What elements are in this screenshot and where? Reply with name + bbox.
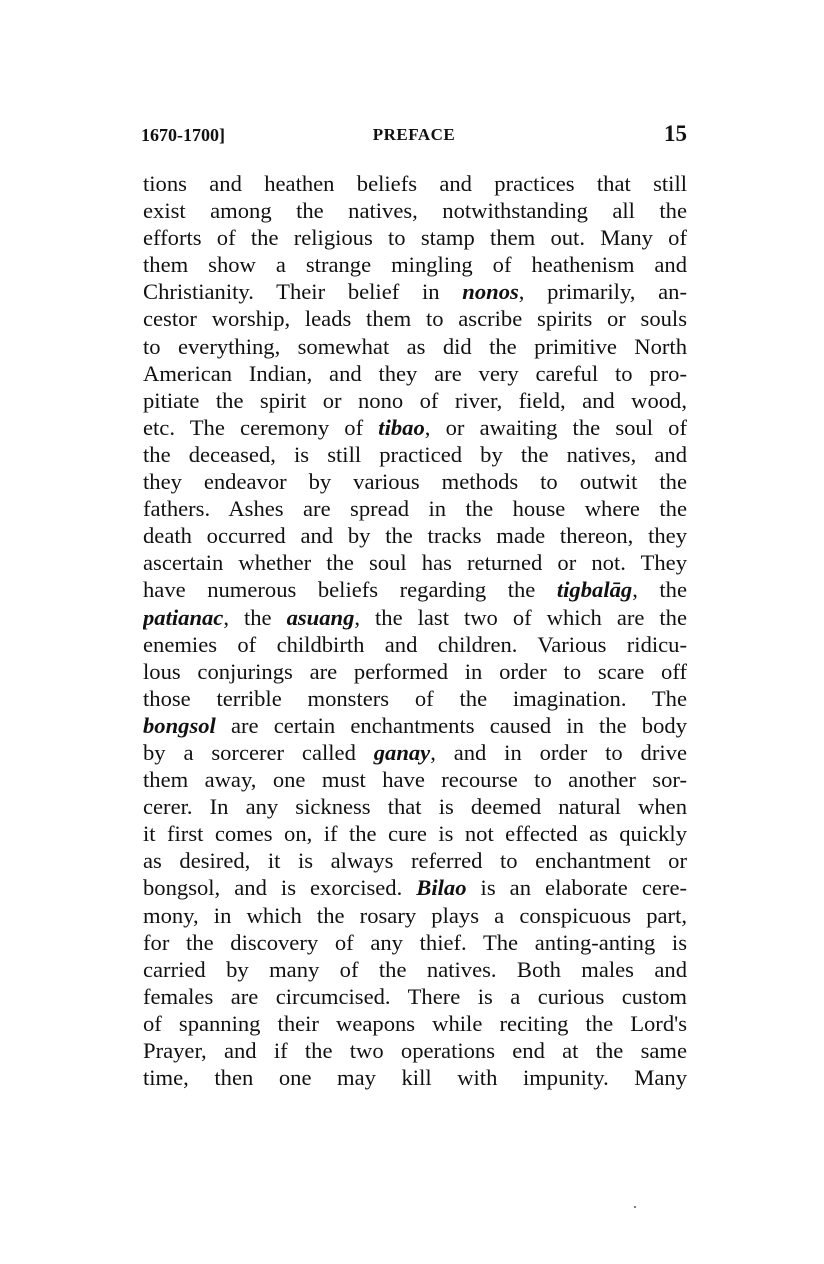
italic-term: asuang (286, 604, 355, 630)
text-run: exist among the natives, notwithstanding all the (143, 198, 687, 224)
text-run: , the (632, 577, 687, 603)
text-line (143, 549, 687, 576)
text-run: those terrible monsters of the imagination. The (143, 685, 687, 711)
text-run: are certain enchantments caused in the body (215, 712, 687, 738)
text-line (143, 658, 687, 685)
text-line (143, 820, 687, 847)
text-run: of spanning their weapons while reciting the Lord's (143, 1010, 687, 1036)
text-line (143, 712, 687, 739)
text-run: them away, one must have recourse to another sor- (143, 767, 687, 793)
text-run: cerer. In any sickness that is deemed natural when (143, 794, 687, 820)
text-line (143, 278, 687, 305)
text-line (143, 387, 687, 414)
text-line (143, 360, 687, 387)
text-run: bongsol, and is exorcised. (143, 875, 417, 901)
text-run: the deceased, is still practiced by the natives, and (143, 441, 687, 467)
text-run: carried by many of the natives. Both males and (143, 956, 687, 982)
text-line (143, 197, 687, 224)
text-run: ascertain whether the soul has returned or not. They (143, 550, 687, 576)
print-speck (634, 1206, 636, 1208)
text-run: etc. The ceremony of (143, 414, 379, 440)
text-run: time, then one may kill with impunity. Many (143, 1065, 687, 1091)
page-number: 15 (664, 121, 687, 146)
italic-term: bongsol (143, 712, 216, 738)
text-run: Prayer, and if the two operations end at the same (143, 1038, 687, 1063)
text-run: fathers. Ashes are spread in the house where the (143, 496, 687, 522)
text-run: pitiate the spirit or nono of river, field, and wood, (143, 387, 687, 413)
text-run: mony, in which the rosary plays a conspicuous part, (143, 902, 687, 928)
text-line (143, 793, 687, 820)
text-line (143, 251, 687, 278)
text-run: American Indian, and they are very careful to pro- (143, 360, 687, 386)
text-run: enemies of childbirth and children. Various ridicu- (143, 631, 687, 657)
text-line (143, 604, 687, 631)
text-run: lous conjurings are performed in order to scare off (143, 658, 687, 684)
italic-term: tigbalāg (556, 577, 633, 603)
text-line (143, 1010, 687, 1037)
text-run: , or awaiting the soul of (424, 414, 687, 440)
text-line (143, 1064, 687, 1091)
text-line (143, 495, 687, 522)
text-run: is an elaborate cere- (466, 875, 687, 901)
text-run: for the discovery of any thief. The anting-anting is (143, 929, 687, 955)
text-line (143, 522, 687, 549)
text-line (143, 468, 687, 495)
text-run: them show a strange mingling of heathenism and (143, 252, 687, 278)
body-text (143, 170, 687, 1091)
italic-term: ganay (373, 739, 431, 765)
text-line (143, 929, 687, 956)
text-line (143, 441, 687, 468)
text-run: have numerous beliefs regarding the (143, 577, 557, 603)
text-run: they endeavor by various methods to outwit the (143, 469, 687, 495)
text-run: females are circumcised. There is a curious custom (143, 983, 687, 1009)
text-line (143, 1037, 687, 1064)
text-run: tions and heathen beliefs and practices that still (143, 171, 687, 196)
text-line (143, 333, 687, 360)
running-head (141, 121, 687, 151)
text-line (143, 305, 687, 332)
text-run: , the (223, 604, 287, 630)
text-run: death occurred and by the tracks made thereon, they (143, 523, 687, 549)
italic-term: tibao (378, 414, 425, 440)
text-line (143, 685, 687, 712)
text-run: Christianity. Their belief in (143, 279, 463, 305)
text-run: , and in order to drive (430, 739, 687, 765)
text-run: cestor worship, leads them to ascribe spirits or souls (143, 306, 687, 332)
text-line (143, 902, 687, 929)
text-run: as desired, it is always referred to enchantment or (143, 848, 687, 874)
text-run: efforts of the religious to stamp them out. Many of (143, 225, 687, 251)
text-line (143, 224, 687, 251)
text-line (143, 631, 687, 658)
text-run: it first comes on, if the cure is not effected as quickly (143, 821, 687, 847)
header-title: PREFACE (372, 125, 456, 144)
text-line (143, 739, 687, 766)
text-run: , primarily, an- (518, 279, 687, 305)
text-line (143, 874, 687, 901)
text-line (143, 414, 687, 441)
text-line (143, 983, 687, 1010)
text-line (143, 170, 687, 197)
text-line (143, 766, 687, 793)
text-line (143, 956, 687, 983)
italic-term: patianac (143, 604, 224, 630)
italic-term: Bilao (416, 875, 467, 901)
text-run: , the last two of which are the (354, 604, 687, 630)
text-line (143, 576, 687, 603)
italic-term: nonos (462, 279, 519, 305)
text-line (143, 847, 687, 874)
text-run: to everything, somewhat as did the primitive North (143, 333, 687, 359)
text-run: by a sorcerer called (143, 739, 374, 765)
header-date-range: 1670-1700] (141, 125, 225, 145)
